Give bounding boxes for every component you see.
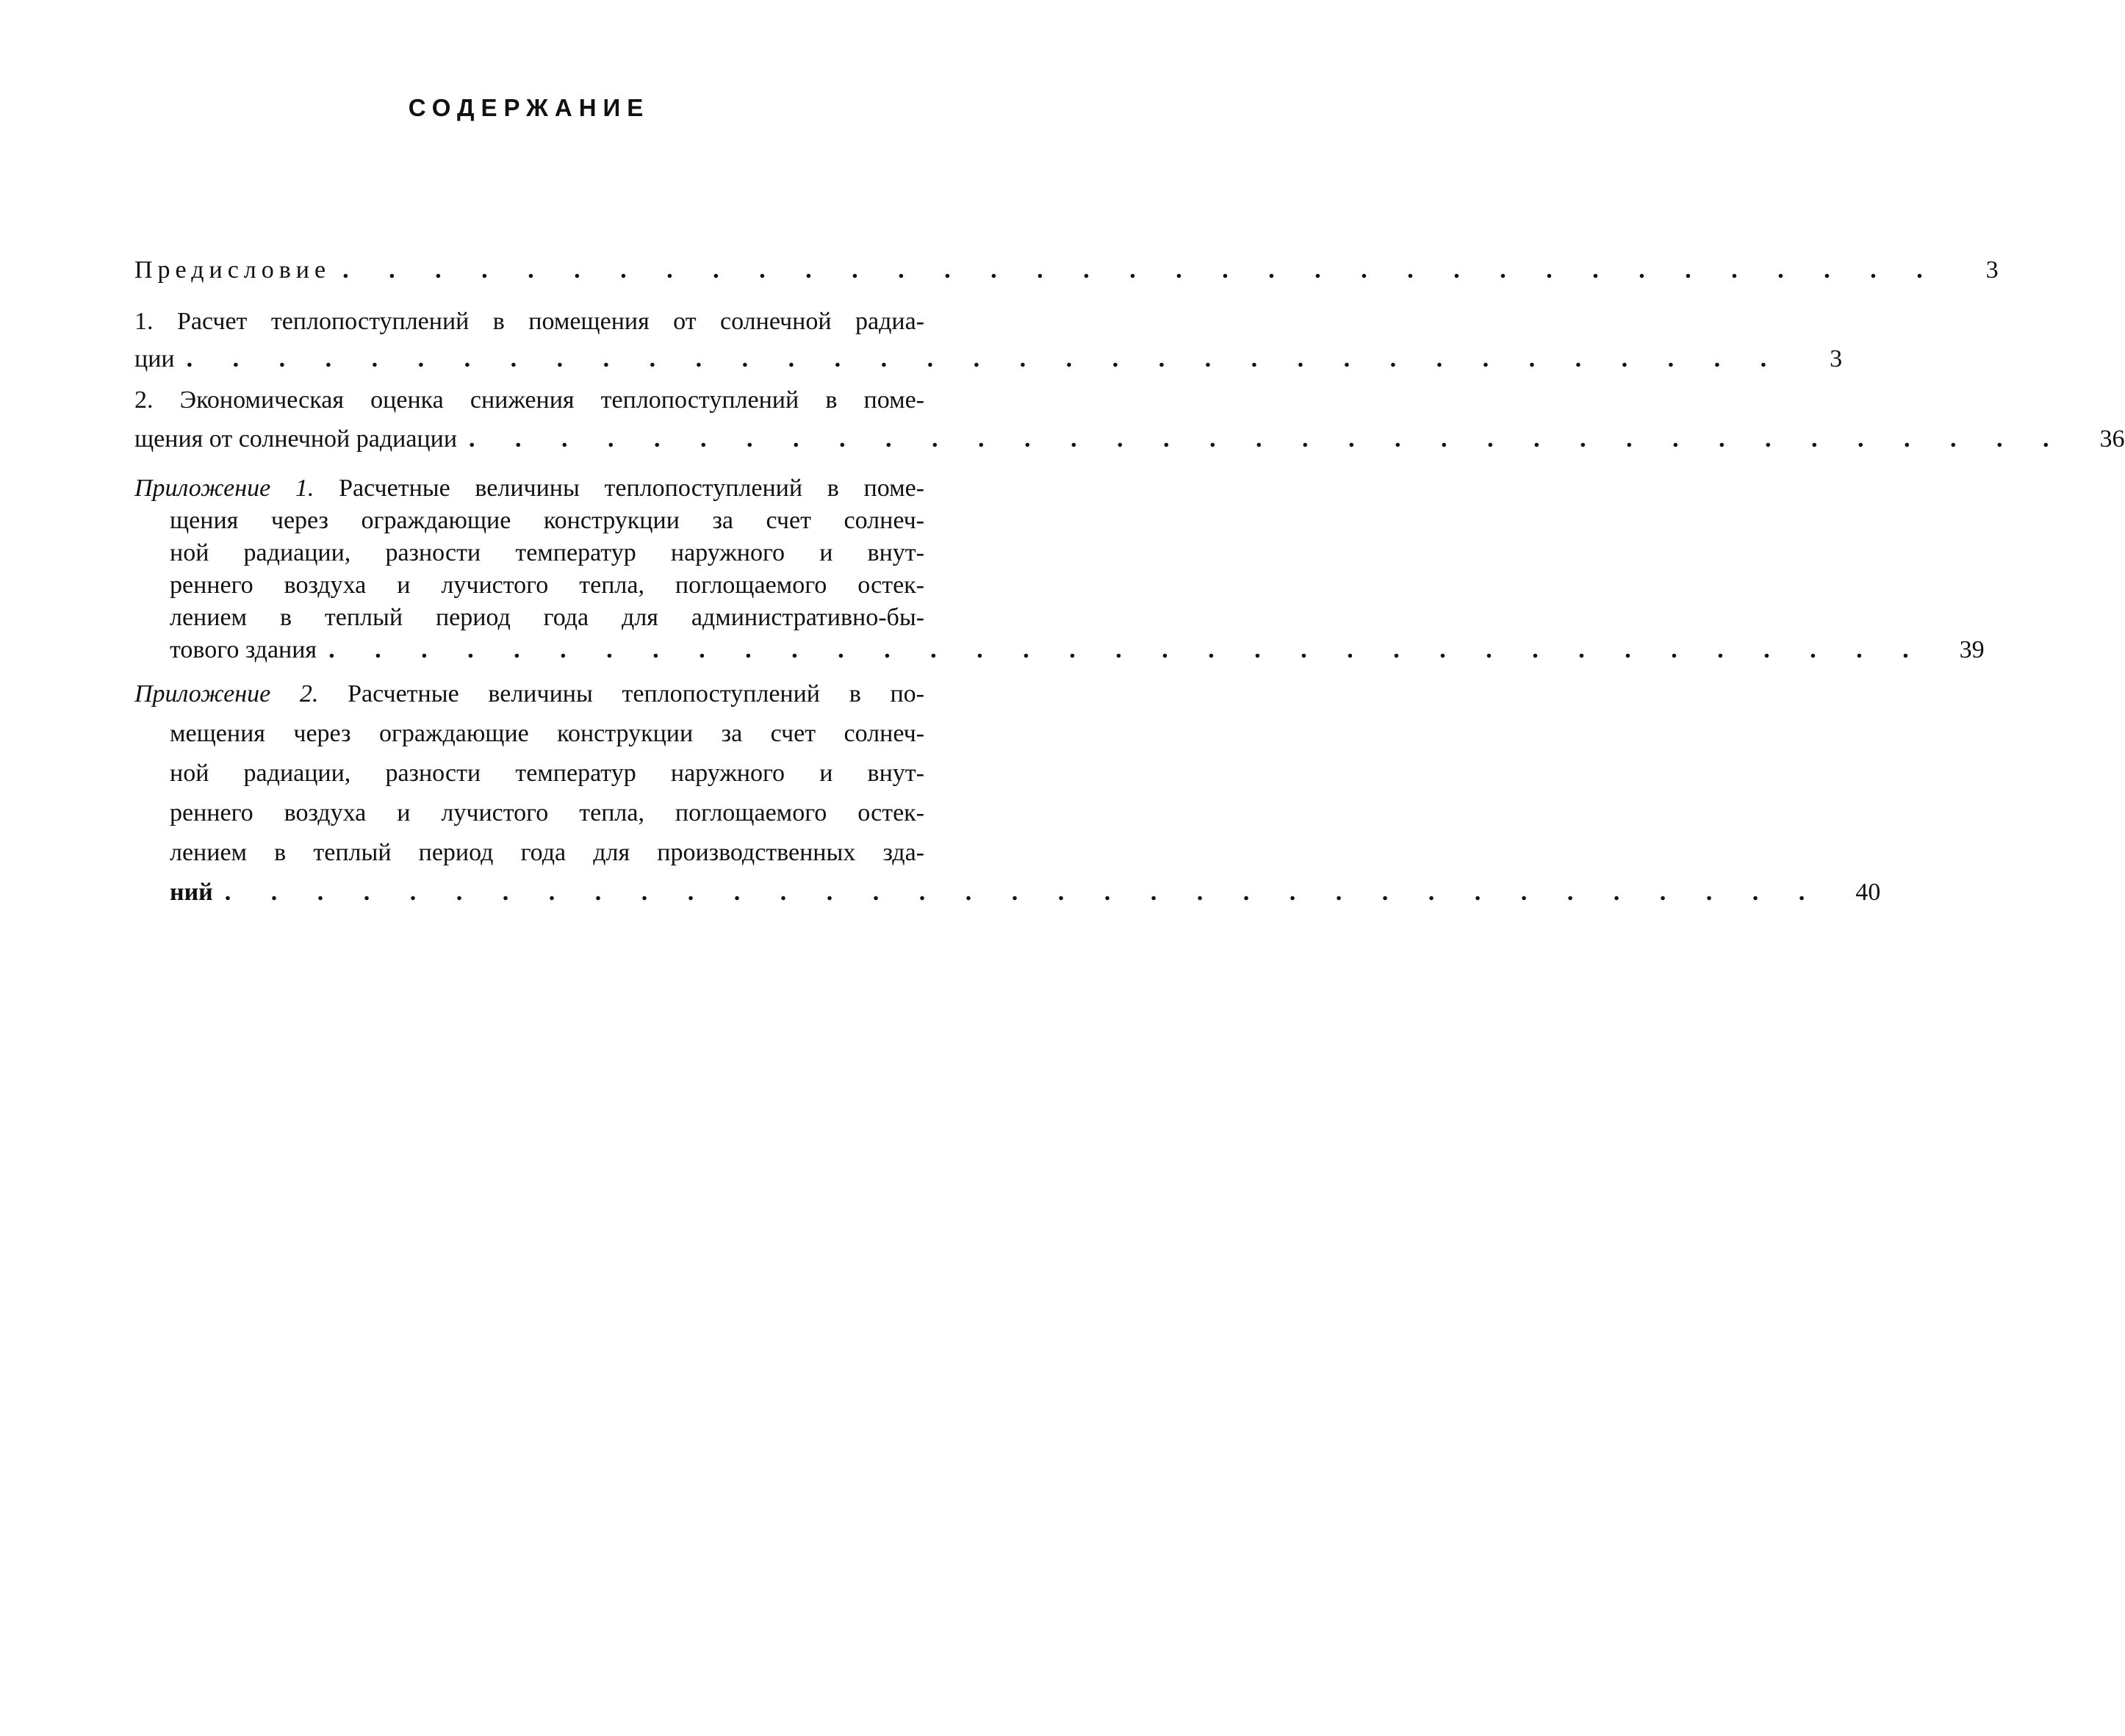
- appendix-label: Приложение 1.: [134, 475, 314, 502]
- toc-entry-section2: [134, 422, 2125, 456]
- dot-leader: . . . . . . . . . . . . . . . . . . . . . . . . . . . . . . . . . . .: [186, 345, 1784, 372]
- toc-entry-appendix1-line: реннего воздуха и лучистого тепла, поглощаемого остек-: [170, 572, 924, 599]
- appendix-text: Расчетные величины теплопоступлений в по-: [348, 680, 924, 707]
- dot-leader: . . . . . . . . . . . . . . . . . . . . . . . . . . . . . . . . . . .: [224, 879, 1822, 906]
- toc-entry-appendix1-line: [134, 472, 924, 505]
- toc-entry-section1-line: 1. Расчет теплопоступлений в помещения от солнечной радиа-: [134, 308, 924, 335]
- appendix-text: Расчетные величины теплопоступлений в поме-: [339, 475, 924, 502]
- dot-leader: . . . . . . . . . . . . . . . . . . . . . . . . . . . . . . . . . . .: [328, 636, 1926, 663]
- page-number: 39: [1959, 636, 1985, 663]
- toc-entry-appendix2-line: мещения через ограждающие конструкции за счет солнеч-: [170, 720, 924, 747]
- page-title: СОДЕРЖАНИЕ: [408, 94, 650, 121]
- toc-entry-appendix1-line: лением в теплый период года для административно-бы-: [170, 604, 924, 631]
- appendix-label: Приложение 2.: [134, 680, 319, 707]
- toc-entry-appendix1-line: ной радиации, разности температур наружного и внут-: [170, 539, 924, 566]
- toc-entry-appendix2-line: реннего воздуха и лучистого тепла, поглощаемого остек-: [170, 799, 924, 826]
- toc-entry-preface: [134, 253, 1999, 287]
- dot-leader: . . . . . . . . . . . . . . . . . . . . . . . . . . . . . . . . . . .: [469, 425, 2066, 453]
- toc-entry-section2-line: 2. Экономическая оценка снижения теплопоступлений в поме-: [134, 386, 924, 414]
- page-number: 3: [1830, 345, 1843, 372]
- toc-entry-appendix2-line: ной радиации, разности температур наружного и внут-: [170, 760, 924, 787]
- page-number: 36: [2099, 425, 2125, 453]
- toc-entry-appendix1: [170, 633, 1985, 667]
- dot-leader: . . . . . . . . . . . . . . . . . . . . . . . . . . . . . . . . . . .: [342, 256, 1940, 284]
- toc-entry-text: Предисловие: [134, 256, 331, 284]
- page-number: 40: [1855, 879, 1881, 906]
- toc-entry-text: ний: [170, 879, 213, 906]
- toc-entry-appendix1-line: щения через ограждающие конструкции за счет солнеч-: [170, 507, 924, 534]
- toc-entry-text: тового здания: [170, 636, 317, 663]
- toc-entry-appendix2: [170, 876, 1881, 910]
- toc-entry-text: щения от солнечной радиации: [134, 425, 458, 453]
- toc-entry-appendix2-line: [134, 677, 924, 711]
- toc-entry-appendix2-line: лением в теплый период года для производственных зда-: [170, 839, 924, 866]
- page-number: 3: [1985, 256, 1999, 284]
- toc-entry-text: ции: [134, 345, 175, 372]
- toc-entry-section1: [134, 342, 1843, 376]
